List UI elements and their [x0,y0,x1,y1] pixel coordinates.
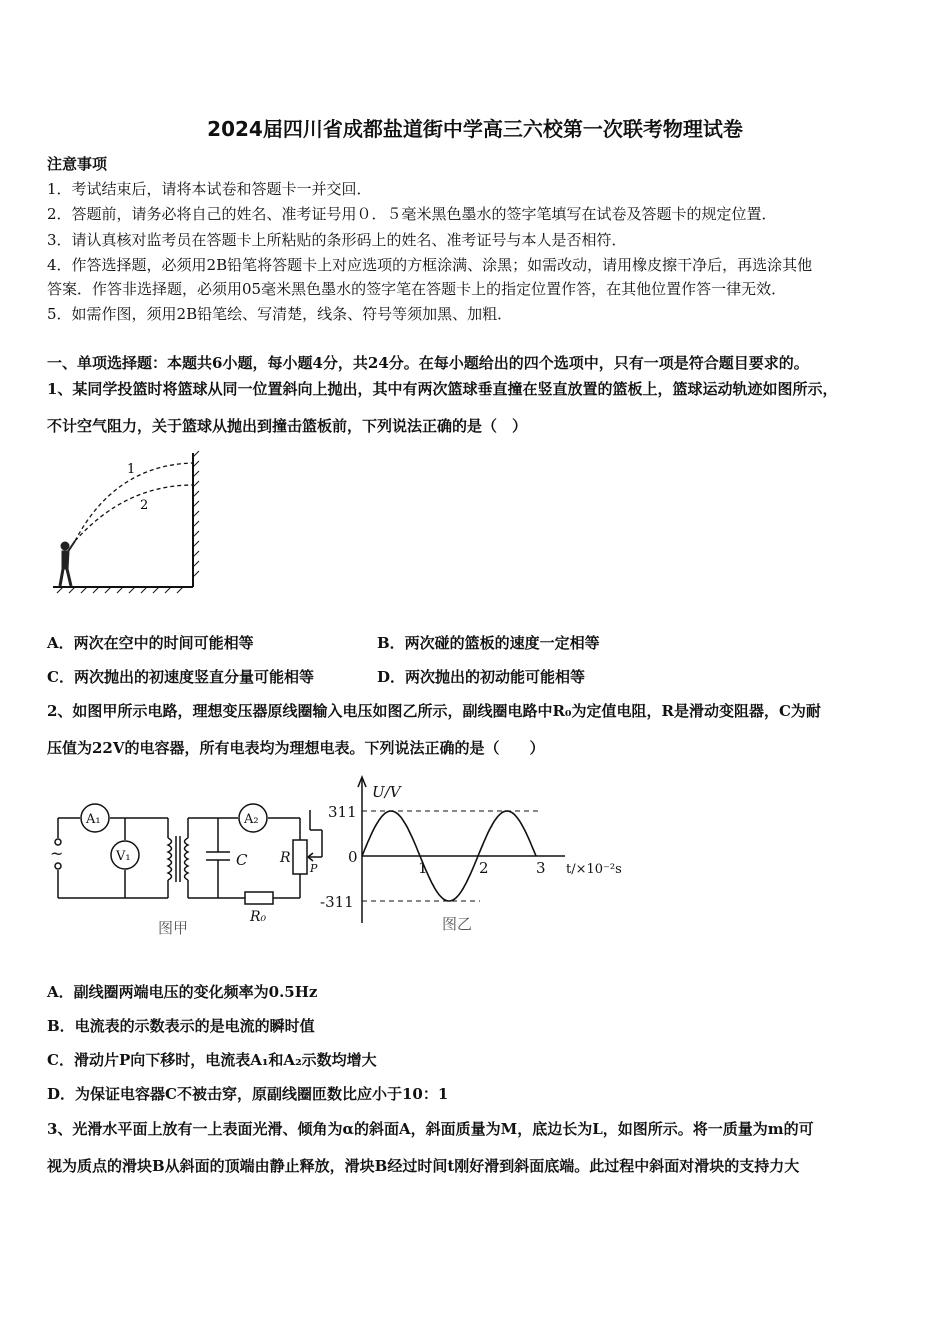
q2-stem-line2: 压值为22V的电容器，所有电表均为理想电表。下列说法正确的是（ ） [47,739,545,757]
resistor-r-label: R [280,850,291,866]
circuit-diagram [40,790,330,945]
trajectory-label-1: 1 [127,462,136,477]
voltmeter-v1-label: V₁ [116,849,131,864]
q1-stem-line2: 不计空气阻力，关于篮球从抛出到撞击篮板前，下列说法正确的是（ ） [47,417,528,435]
graph-x-tick: 1 [418,859,428,877]
ammeter-a1-label: A₁ [86,812,101,827]
ammeter-a2-label: A₂ [244,812,259,827]
q2-stem-line1: 2、如图甲所示电路，理想变压器原线圈输入电压如图乙所示，副线圈电路中R₀为定值电阻，R是滑动变阻器，C为耐 [47,702,821,720]
q1-option-b: B．两次碰的篮板的速度一定相等 [377,634,600,652]
graph-y-top: 311 [328,803,357,821]
ac-source-symbol: ~ [50,844,64,863]
section-heading: 一、单项选择题：本题共6小题，每小题4分，共24分。在每小题给出的四个选项中，只有一项是符合题目要求的。 [47,354,809,372]
graph-x-tick: 3 [536,859,546,877]
page-title: 2024届四川省成都盐道街中学高三六校第一次联考物理试卷 [207,117,743,141]
graph-xlabel: t/×10⁻²s [566,862,622,877]
graph-ylabel: U/V [372,783,401,801]
voltage-graph [320,773,630,938]
notice-item: 1．考试结束后，请将本试卷和答题卡一并交回． [47,180,372,198]
graph-y-zero: 0 [348,848,358,866]
q1-option-d: D．两次抛出的初动能可能相等 [377,668,586,686]
q2-option-b: B．电流表的示数表示的是电流的瞬时值 [47,1017,315,1035]
slider-p-label: P [310,862,318,875]
notice-item: 4．作答选择题，必须用2B铅笔将答题卡上对应选项的方框涂满、涂黑；如需改动，请用橡皮擦干净后，再选涂其他 [47,256,813,274]
q1-stem-line1: 1、某同学投篮时将篮球从同一位置斜向上抛出，其中有两次篮球垂直撞在竖直放置的篮板上，篮球运动轨迹如图所示， [47,380,838,398]
notice-item: 5．如需作图，须用2B铅笔绘、写清楚，线条、符号等须加黑、加粗． [47,305,513,323]
q3-stem-line1: 3、光滑水平面上放有一上表面光滑、倾角为α的斜面A，斜面质量为M，底边长为L，如图所示。将一质量为m的可 [47,1120,814,1138]
q1-option-a: A．两次在空中的时间可能相等 [47,634,254,652]
notice-heading: 注意事项 [47,155,108,173]
graph-caption: 图乙 [442,915,473,933]
q2-option-c: C．滑动片P向下移时，电流表A₁和A₂示数均增大 [47,1051,377,1069]
notice-item: 3．请认真核对监考员在答题卡上所粘贴的条形码上的姓名、准考证号与本人是否相符． [47,231,627,249]
trajectory-label-2: 2 [140,498,149,513]
notice-item: 答案．作答非选择题，必须用05毫米黑色墨水的签字笔在答题卡上的指定位置作答，在其他位置作答一律无效． [47,280,787,298]
basketball-figure [45,445,215,605]
q3-stem-line2: 视为质点的滑块B从斜面的顶端由静止释放，滑块B经过时间t刚好滑到斜面底端。此过程中斜面对滑块的支持力大 [47,1157,800,1175]
q2-option-a: A．副线圈两端电压的变化频率为0.5Hz [47,983,318,1001]
graph-x-tick: 2 [479,859,489,877]
player-icon [60,541,75,586]
q1-option-c: C．两次抛出的初速度竖直分量可能相等 [47,668,314,686]
q2-option-d: D．为保证电容器C不被击穿，原副线圈匝数比应小于10：1 [47,1085,449,1103]
graph-y-bottom: -311 [320,893,354,911]
circuit-caption: 图甲 [158,919,189,937]
notice-item: 2．答题前，请务必将自己的姓名、准考证号用０．５毫米黑色墨水的签字笔填写在试卷及答题卡的规定位置． [47,205,777,223]
capacitor-label: C [236,851,248,869]
resistor-r0-label: R₀ [250,909,267,925]
